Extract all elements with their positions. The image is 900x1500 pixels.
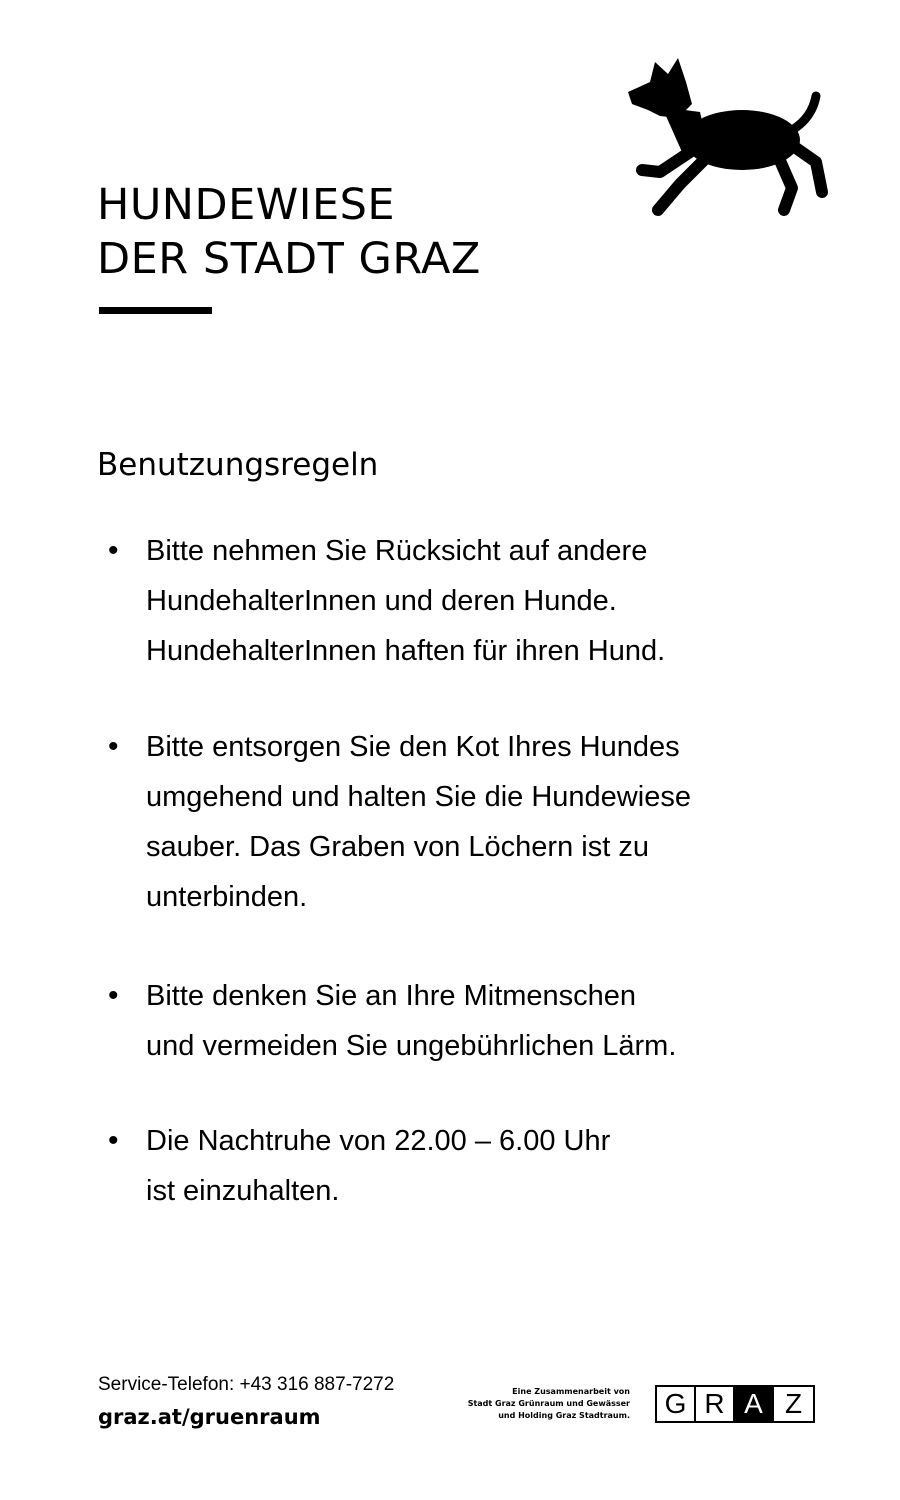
collaboration-line: Stadt Graz Grünraum und Gewässer bbox=[467, 1399, 630, 1408]
rule-text bbox=[146, 971, 676, 1071]
dog-icon bbox=[620, 52, 830, 222]
rule-line: HundehalterInnen haften für ihren Hund. bbox=[146, 635, 666, 667]
bullet-icon: • bbox=[108, 730, 119, 763]
rule-line: HundehalterInnen und deren Hunde. bbox=[146, 585, 617, 617]
rule-line: Bitte entsorgen Sie den Kot Ihres Hundes bbox=[146, 731, 680, 763]
bullet-icon: • bbox=[108, 1124, 119, 1157]
collaboration-line: und Holding Graz Stadtraum. bbox=[498, 1411, 630, 1420]
rule-line: umgehend und halten Sie die Hundewiese bbox=[146, 781, 691, 813]
collaboration-line: Eine Zusammenarbeit von bbox=[512, 1387, 630, 1396]
website-link[interactable]: graz.at/gruenraum bbox=[98, 1405, 321, 1429]
rule-text bbox=[146, 1116, 610, 1216]
page-title-line-2: DER STADT GRAZ bbox=[97, 234, 481, 284]
rule-line: ist einzuhalten. bbox=[146, 1175, 340, 1207]
rule-text bbox=[146, 722, 691, 922]
section-heading: Benutzungsregeln bbox=[97, 447, 379, 483]
rule-line: und vermeiden Sie ungebührlichen Lärm. bbox=[146, 1030, 677, 1062]
rule-line: unterbinden. bbox=[146, 881, 308, 913]
title-underline bbox=[99, 307, 212, 314]
graz-logo bbox=[655, 1385, 815, 1423]
rule-line: Bitte denken Sie an Ihre Mitmenschen bbox=[146, 980, 637, 1012]
bullet-icon: • bbox=[108, 534, 119, 567]
logo-letter-r: R bbox=[696, 1387, 735, 1421]
rule-line: Bitte nehmen Sie Rücksicht auf andere bbox=[146, 535, 648, 567]
collaboration-note bbox=[468, 1386, 630, 1422]
logo-letter-z: Z bbox=[784, 1388, 803, 1419]
service-phone: Service-Telefon: +43 316 887-7272 bbox=[98, 1374, 395, 1395]
rule-line: sauber. Das Graben von Löchern ist zu bbox=[146, 831, 649, 863]
logo-letter-a: A bbox=[735, 1387, 774, 1421]
page-title bbox=[97, 178, 481, 286]
logo-letter-g: G bbox=[657, 1387, 696, 1421]
rule-text bbox=[146, 526, 665, 676]
bullet-icon: • bbox=[108, 979, 119, 1012]
rule-line: Die Nachtruhe von 22.00 – 6.00 Uhr bbox=[146, 1125, 611, 1157]
page-title-line-1: HUNDEWIESE bbox=[97, 180, 396, 230]
